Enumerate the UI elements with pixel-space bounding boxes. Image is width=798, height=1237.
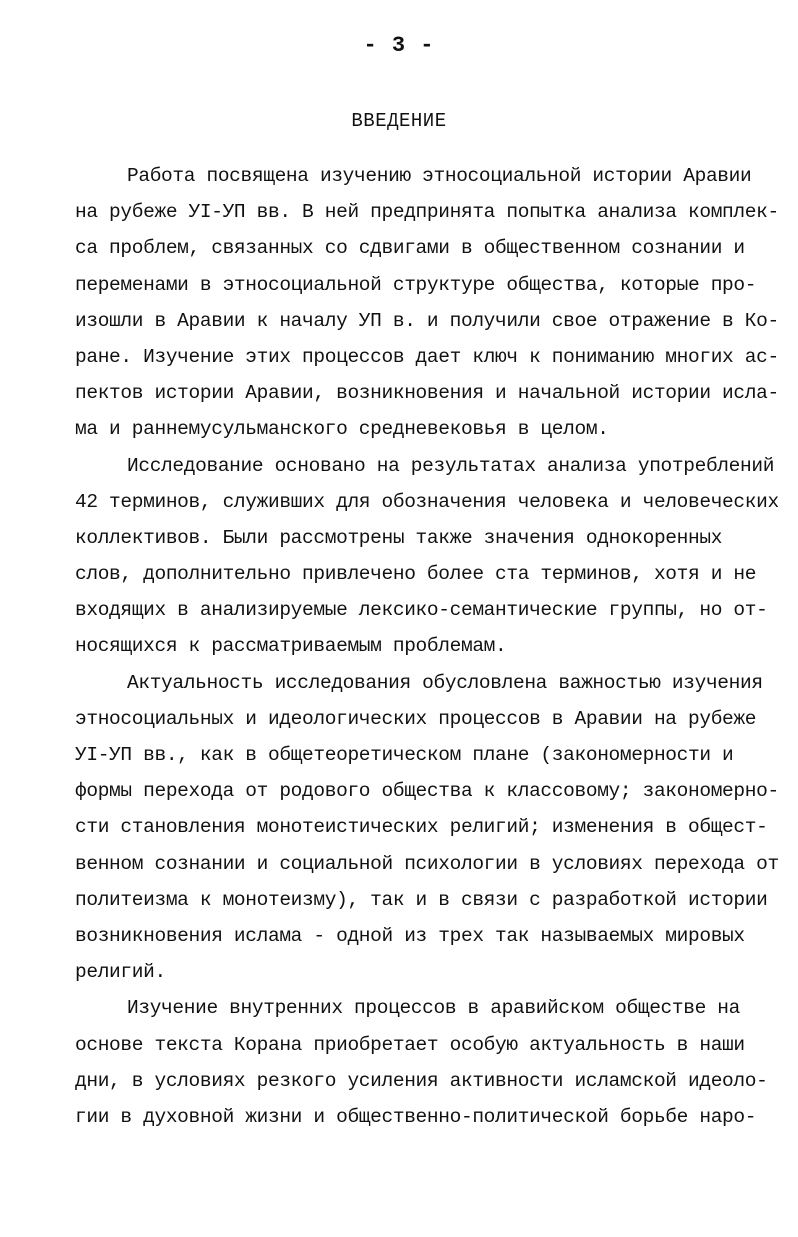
text-line: Актуальность исследования обусловлена важностью изучения xyxy=(127,671,763,694)
text-line: сти становления монотеистических религий; изменения в общест- xyxy=(75,816,768,839)
text-line: слов, дополнительно привлечено более ста терминов, хотя и не xyxy=(75,563,757,586)
text-line: изошли в Аравии к началу УП в. и получили свое отражение в Ко- xyxy=(75,309,779,332)
text-line: входящих в анализируемые лексико-семантические группы, но от- xyxy=(75,599,768,622)
text-line: пектов истории Аравии, возникновения и начальной истории исла- xyxy=(75,382,779,405)
text-line: носящихся к рассматриваемым проблемам. xyxy=(75,635,507,658)
text-line: коллективов. Были рассмотрены также значения однокоренных xyxy=(75,526,723,549)
text-line: са проблем, связанных со сдвигами в общественном сознании и xyxy=(75,237,745,260)
page-number: - 3 - xyxy=(363,33,435,58)
text-line: Изучение внутренних процессов в аравийском обществе на xyxy=(127,997,741,1020)
text-line: этносоциальных и идеологических процессов в Аравии на рубеже xyxy=(75,707,757,730)
text-line: на рубеже УI-УП вв. В ней предпринята попытка анализа комплек- xyxy=(75,201,779,224)
text-line: венном сознании и социальной психологии в условиях перехода от xyxy=(75,852,779,875)
text-line: переменами в этносоциальной структуре общества, которые про- xyxy=(75,273,757,296)
text-line: 42 терминов, служивших для обозначения человека и человеческих xyxy=(75,490,779,513)
text-line: возникновения ислама - одной из трех так называемых мировых xyxy=(75,924,745,947)
text-line: гии в духовной жизни и общественно-политической борьбе наро- xyxy=(75,1105,757,1128)
text-line: ма и раннемусульманского средневековья в целом. xyxy=(75,418,609,441)
text-line: ране. Изучение этих процессов дает ключ к пониманию многих ас- xyxy=(75,345,779,368)
text-line: Работа посвящена изучению этносоциальной истории Аравии xyxy=(127,165,752,187)
text-line: Исследование основано на результатах анализа употреблений xyxy=(127,454,775,477)
text-line: дни, в условиях резкого усиления активности исламской идеоло- xyxy=(75,1069,768,1092)
text-line: УI-УП вв., как в общетеоретическом плане (закономерности и xyxy=(75,744,734,766)
section-heading: ВВЕДЕНИЕ xyxy=(351,110,447,132)
text-line: основе текста Корана приобретает особую актуальность в наши xyxy=(75,1033,745,1056)
body-text xyxy=(75,158,779,1135)
text-line: политеизма к монотеизму), так и в связи с разработкой истории xyxy=(75,888,768,911)
text-line: формы перехода от родового общества к классовому; закономерно- xyxy=(75,780,779,803)
text-line: религий. xyxy=(75,961,166,984)
